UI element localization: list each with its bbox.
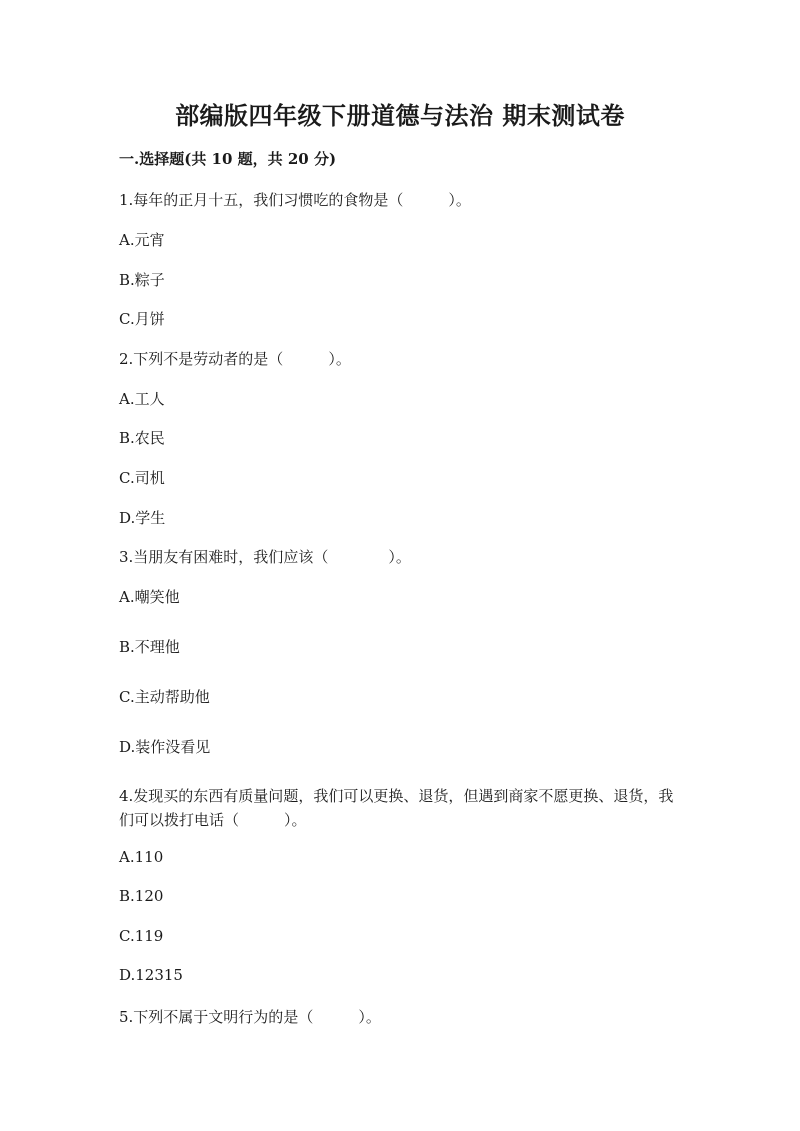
question-4-option-b[interactable]: B.120 [119, 887, 164, 905]
question-3-option-b[interactable]: B.不理他 [119, 638, 180, 656]
question-3-option-d[interactable]: D.装作没看见 [119, 738, 211, 756]
question-1-stem: 1.每年的正月十五，我们习惯吃的食物是（ ）。 [119, 191, 471, 209]
question-4-option-c[interactable]: C.119 [119, 927, 164, 945]
question-4-option-a[interactable]: A.110 [119, 848, 164, 866]
page-title: 部编版四年级下册道德与法治 期末测试卷 [175, 101, 625, 130]
question-3-option-a[interactable]: A.嘲笑他 [119, 588, 180, 606]
question-2-option-d[interactable]: D.学生 [119, 509, 166, 527]
question-4-option-d[interactable]: D.12315 [119, 966, 183, 984]
question-1-option-c[interactable]: C.月饼 [119, 310, 165, 328]
question-1-option-b[interactable]: B.粽子 [119, 271, 165, 289]
question-3-stem: 3.当朋友有困难时，我们应该（ ）。 [119, 548, 411, 566]
question-2-option-b[interactable]: B.农民 [119, 429, 165, 447]
section-heading: 一.选择题(共 10 题，共 20 分) [119, 150, 337, 168]
question-1-option-a[interactable]: A.元宵 [119, 231, 165, 249]
question-3-option-c[interactable]: C.主动帮助他 [119, 688, 210, 706]
question-2-option-c[interactable]: C.司机 [119, 469, 165, 487]
question-5-stem: 5.下列不属于文明行为的是（ ）。 [119, 1008, 381, 1026]
question-2-option-a[interactable]: A.工人 [119, 390, 165, 408]
question-2-stem: 2.下列不是劳动者的是（ ）。 [119, 350, 351, 368]
question-4-stem: 4.发现买的东西有质量问题，我们可以更换、退货，但遇到商家不愿更换、退货，我们可以拨打电话（ ）。 [119, 787, 674, 829]
